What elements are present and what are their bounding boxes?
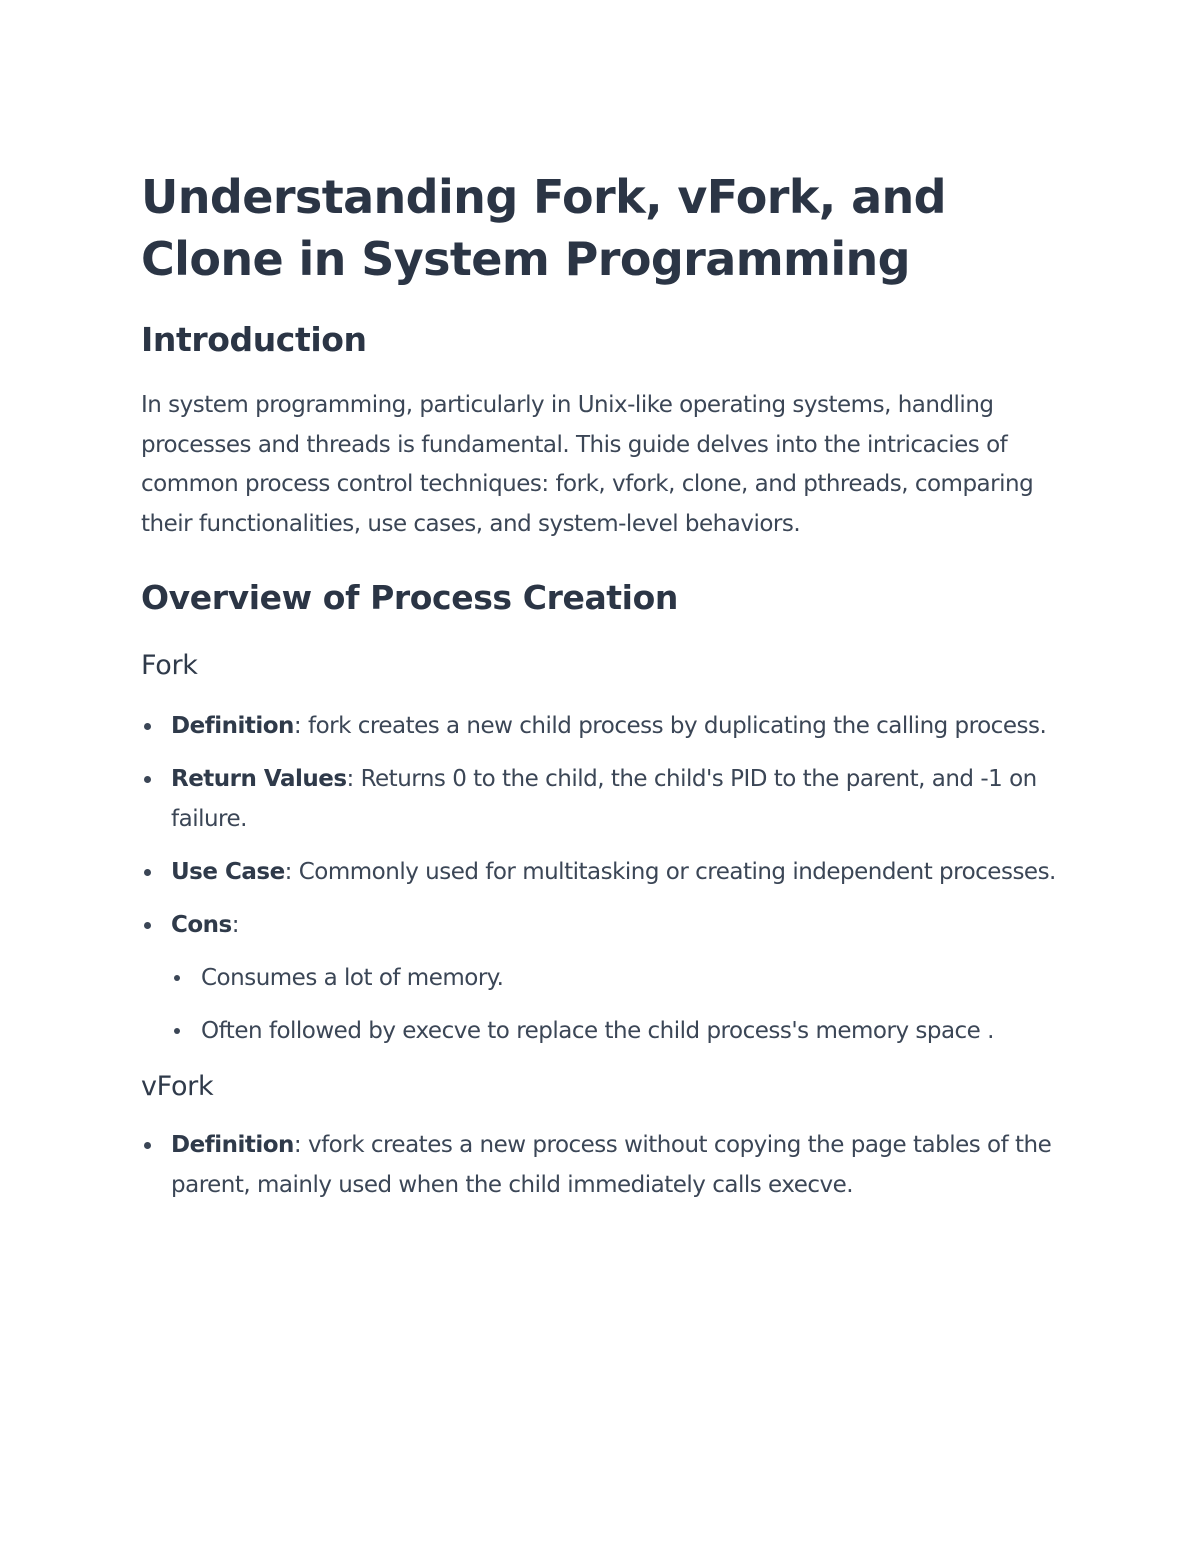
vfork-list [141,1125,1061,1205]
item-text: : vfork creates a new process without copying the page tables of the parent, mainly used when the child immediately calls execve. [171,1132,1052,1198]
list-item [141,905,1061,1051]
item-term: Return Values [171,766,347,792]
introduction-paragraph: In system programming, particularly in Unix-like operating systems, handling processes and threads is fundamental. This guide delves into the intricacies of common process control techniques: fork, vfork, clone, and pthreads, comparing their functionalities, use cases, and system-level behaviors. [141,392,1034,537]
item-text: : [231,912,239,938]
item-term: Use Case [171,859,285,885]
item-text: : Commonly used for multitasking or creating independent processes. [284,859,1056,885]
document-page [141,166,1061,1218]
vfork-heading: vFork [141,1071,214,1102]
introduction-heading: Introduction [141,320,367,359]
sub-list-item: Often followed by execve to replace the child process's memory space . [171,1011,1061,1051]
list-item [141,1125,1061,1205]
list-item [141,759,1061,839]
list-item [141,852,1061,892]
cons-sublist [171,958,1061,1051]
item-term: Cons [171,912,232,938]
item-text: : Returns 0 to the child, the child's PID to the parent, and -1 on failure. [171,766,1037,832]
item-term: Definition [171,713,294,739]
sub-list-item: Consumes a lot of memory. [171,958,1061,998]
fork-heading: Fork [141,650,198,681]
item-term: Definition [171,1132,294,1158]
document-title: Understanding Fork, vFork, and Clone in System Programming [141,170,947,286]
item-text: : fork creates a new child process by duplicating the calling process. [293,713,1047,739]
list-item [141,706,1061,746]
overview-heading: Overview of Process Creation [141,578,678,617]
fork-list [141,706,1061,1051]
